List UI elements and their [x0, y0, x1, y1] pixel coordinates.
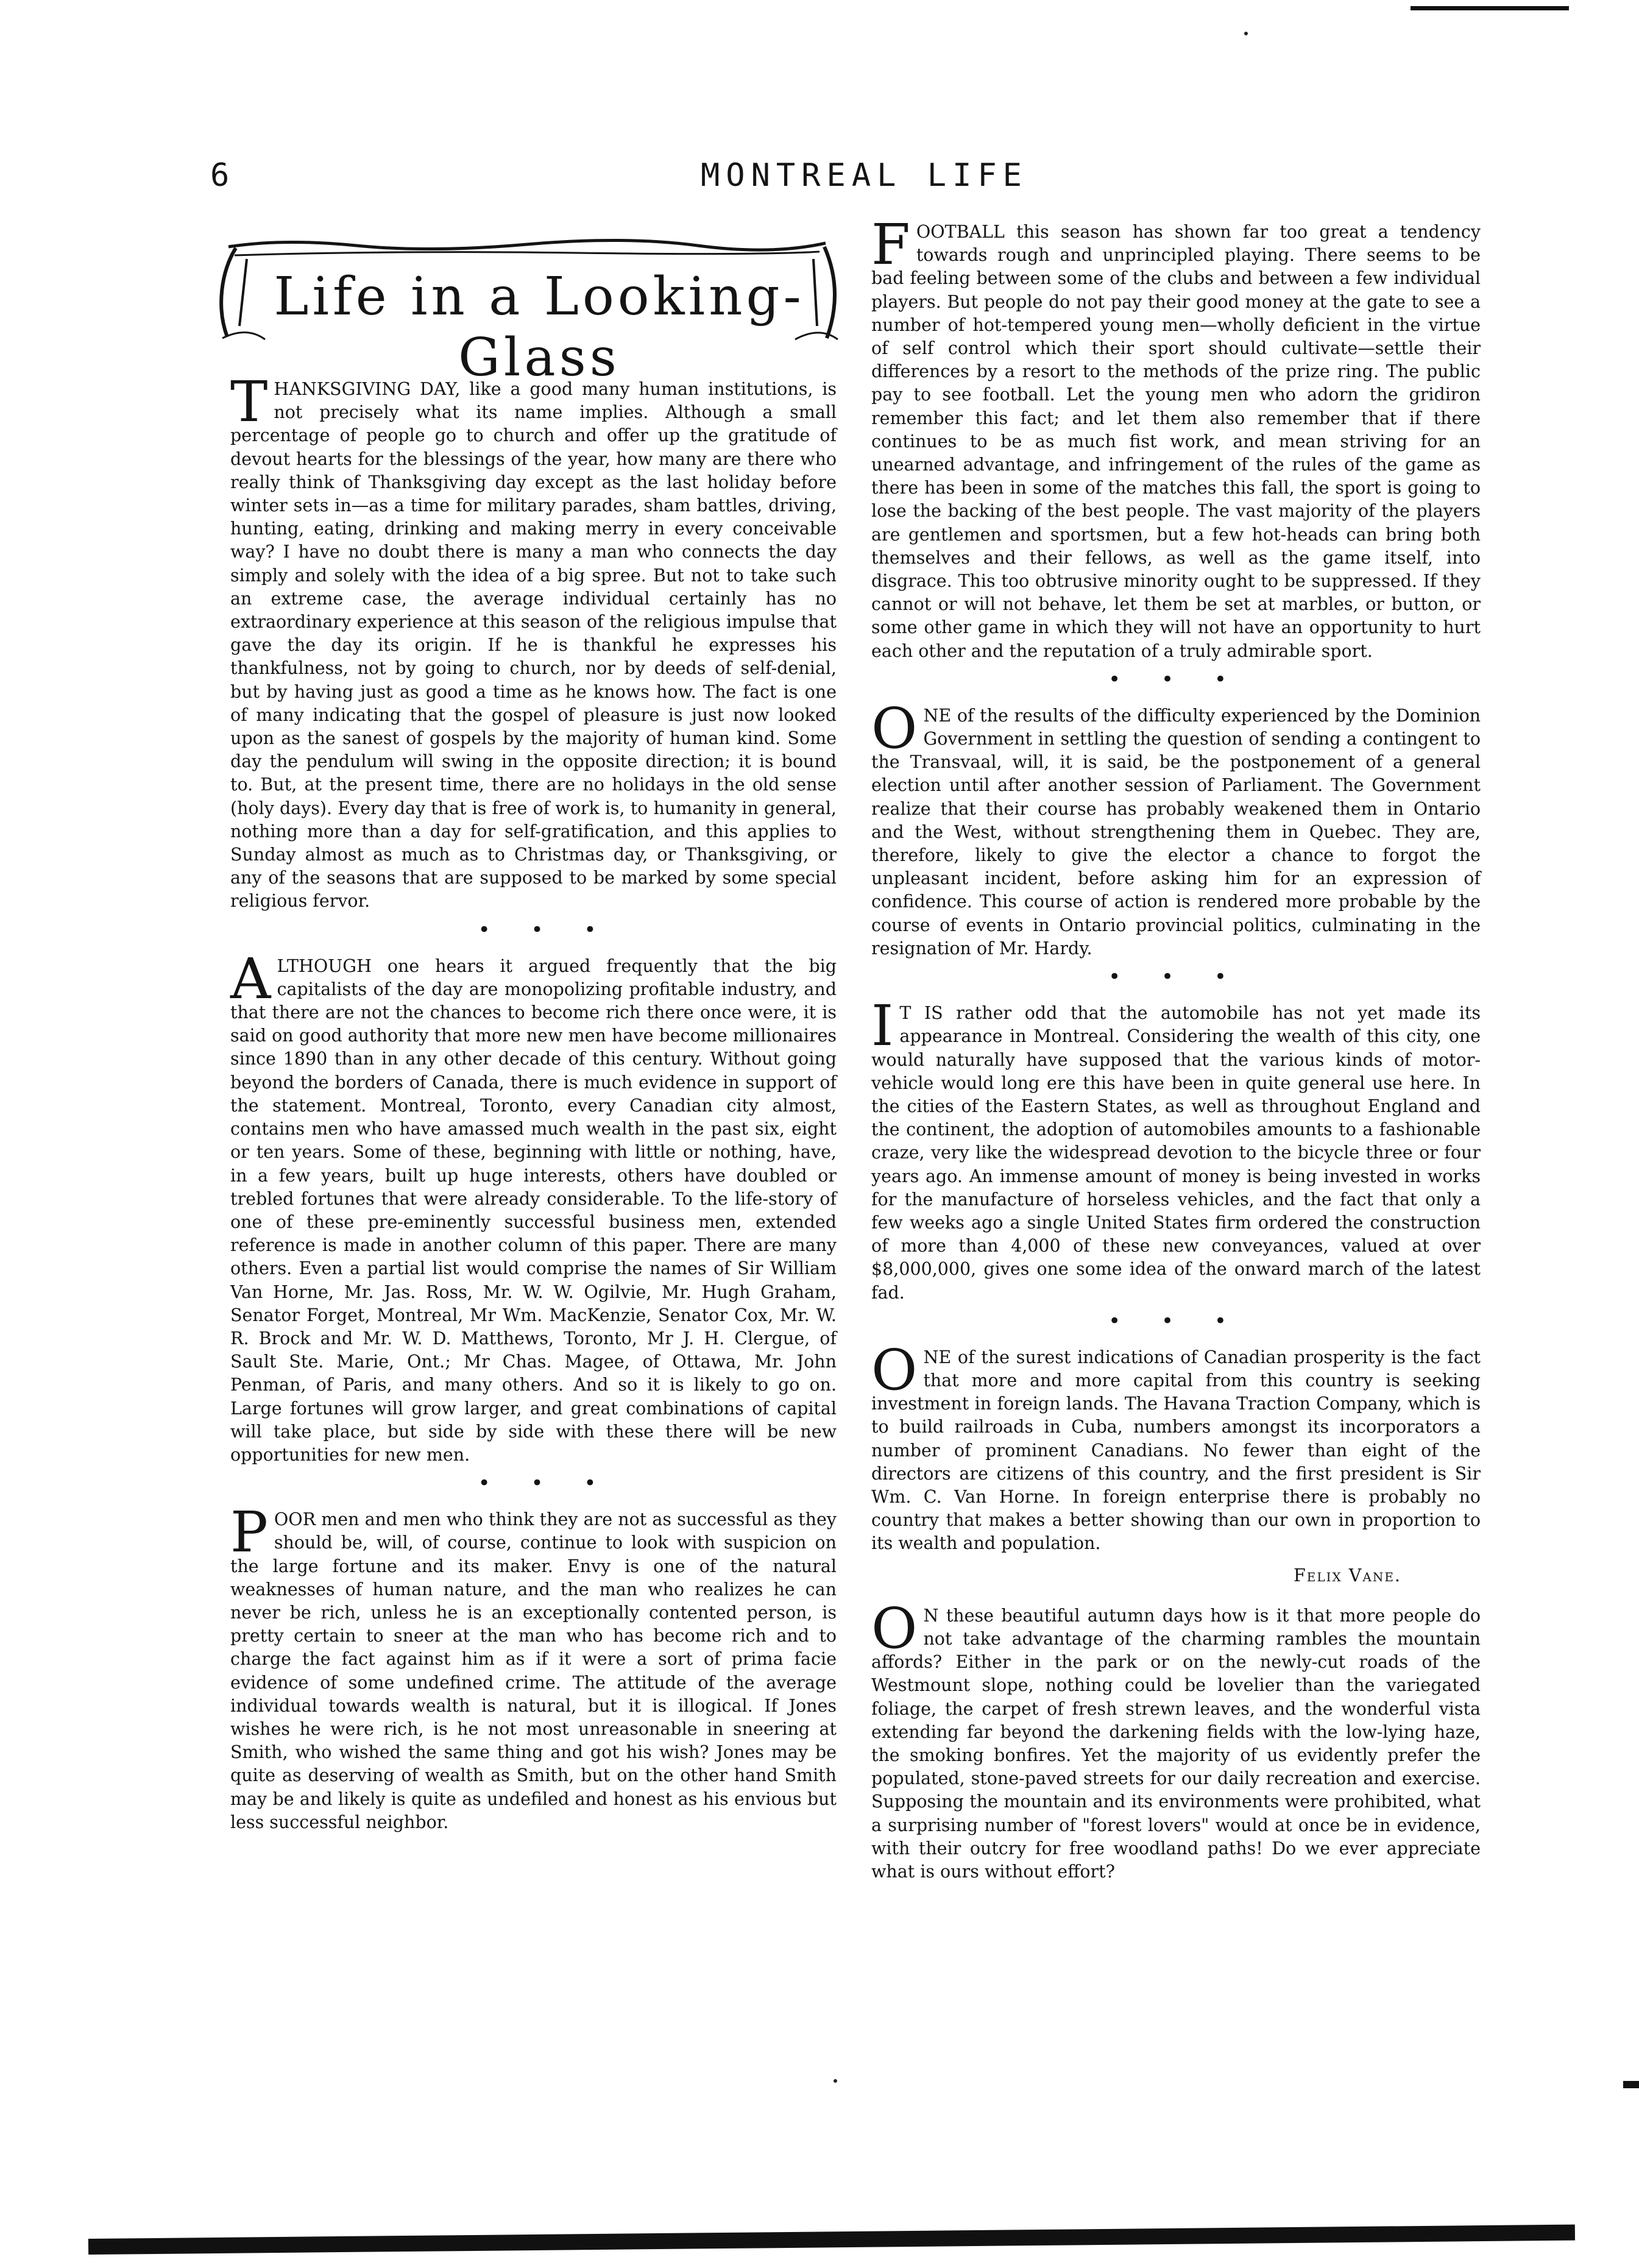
page-number: 6: [210, 157, 231, 194]
author-signature: Felix Vane.: [1293, 1565, 1401, 1586]
section-separator: • • •: [478, 917, 614, 942]
article-millionaires: ALTHOUGH one hears it argued frequently that the big capitalists of the day are monopolizing profitable industry, and that there are not the chances to become rich there once were, it is said on good authority that more new men have become millionaires since 1890 than in any other decade of this century. Without going beyond the borders of Canada, there is much evidence in support of the statement. Montreal, Toronto, every Canadian city almost, contains men who have amassed much wealth in the past six, eight or ten years. Some of these, beginning with little or nothing, have, in a few years, built up huge interests, others have doubled or trebled fortunes that were already considerable. To the life-story of one of these pre-eminently successful business men, extended reference is made in another column of this paper. There are many others. Even a partial list would comprise the names of Sir William Van Horne, Mr. Jas. Ross, Mr. W. W. Ogilvie, Mr. Hugh Graham, Senator Forget, Montreal, Mr Wm. MacKenzie, Senator Cox, Mr. W. R. Brock and Mr. W. D. Matthews, Toronto, Mr J. H. Clergue, of Sault Ste. Marie, Ont.; Mr Chas. Magee, of Ottawa, Mr. John Penman, of Paris, and many others. And so it is likely to go on. Large fortunes will grow larger, and great combinations of capital will take place, but side by side with these there will be new opportunities for new men.: [230, 946, 837, 1465]
section-separator: • • •: [1108, 965, 1244, 990]
column-title-banner: [210, 235, 841, 388]
section-separator: • • •: [478, 1471, 614, 1496]
article-automobile: IT IS rather odd that the automobile has not yet made its appearance in Montreal. Considering the wealth of this city, one would naturally have supposed that the various kinds of motor-vehicle would long ere this have been in quite general use here. In the cities of the Eastern States, as well as throughout England and the continent, the adoption of automobiles amounts to a fashionable craze, very like the widespread devotion to the bicycle three or four years ago. An immense amount of money is being invested in works for the manufacture of horseless vehicles, and the fact that only a few weeks ago a single United States firm ordered the construction of more than 4,000 of these new conveyances, valued at over $8,000,000, gives one some idea of the onward march of the latest fad.: [871, 993, 1481, 1303]
publication-title: MONTREAL LIFE: [701, 157, 1028, 194]
article-havana-traction: ONE of the surest indications of Canadian prosperity is the fact that more and more capital from this country is seeking investment in foreign lands. The Havana Traction Company, which is to build railroads in Cuba, numbers amongst its incorporators a number of prominent Canadians. No fewer than eight of the directors are citizens of this country, and the first president is Sir Wm. C. Van Horne. In foreign enterprise there is probably no country that makes a better showing than our own in proportion to its wealth and population.: [871, 1337, 1481, 1554]
scan-smudge: [1623, 2081, 1639, 2088]
right-column: [871, 212, 1481, 1884]
article-transvaal-contingent: ONE of the results of the difficulty experienced by the Dominion Government in settling the question of sending a contingent to the Transvaal, will, it is said, be the postponement of a general election until after another session of Parliament. The Government realize that their course has probably weakened them in Ontario and the West, without strengthening them in Quebec. They are, therefore, likely to give the elector a chance to forgot the unpleasant incident, before asking him for an expression of confidence. This course of action is rendered more probable by the course of events in Ontario provincial politics, culminating in the resignation of Mr. Hardy.: [871, 695, 1481, 959]
bottom-edge-rule: [88, 2225, 1575, 2255]
article-autumn-rambles: ON these beautiful autumn days how is it that more people do not take advantage of the charming rambles the mountain affords? Either in the park or on the newly-cut roads of the Westmount slope, nothing could be lovelier than the variegated foliage, the carpet of fresh strewn leaves, and the wonderful vista extending far beyond the darkening fields with the low-lying haze, the smoking bonfires. Yet the majority of us evidently prefer the populated, stone-paved streets for our daily recreation and exercise. Supposing the mountain and its environments were prohibited, what a surprising number of "forest lovers" would at once be in evidence, with their outcry for free woodland paths! Do we ever appreciate what is ours without effort?: [871, 1595, 1481, 1882]
section-separator: • • •: [1108, 1308, 1244, 1333]
article-thanksgiving: THANKSGIVING DAY, like a good many human institutions, is not precisely what its name implies. Although a small percentage of people go to church and offer up the gratitude of devout hearts for the blessings of the year, how many are there who really think of Thanksgiving day except as the last holiday before winter sets in—as a time for military parades, sham battles, driving, hunting, eating, drinking and making merry in every conceivable way? I have no doubt there is many a man who connects the day simply and solely with the idea of a big spree. But not to take such an extreme case, the average individual certainly has no extraordinary experience at this season of the religious impulse that gave the day its origin. If he is thankful he expresses his thankfulness, not by going to church, nor by deeds of self-denial, but by having just as good a time as he knows how. The fact is one of many indicating that the gospel of pleasure is just now looked upon as the sanest of gospels by the majority of human kind. Some day the pendulum will swing in the opposite direction; it is bound to. But, at the present time, there are no holidays in the old sense (holy days). Every day that is free of work is, to humanity in general, nothing more than a day for self-gratification, and this applies to Sunday almost as much as to Christmas day, or Thanksgiving, or any of the seasons that are supposed to be marked by some special religious fervor.: [230, 369, 837, 912]
article-envy-of-wealth: POOR men and men who think they are not as successful as they should be, will, of course, continue to look with suspicion on the large fortune and its maker. Envy is one of the natural weaknesses of human nature, and the man who realizes he can never be rich, unless he is an exceptionally contented person, is pretty certain to sneer at the man who has become rich and to charge the fact against him as if it were a sort of prima facie evidence of some undefined crime. The attitude of the average individual towards wealth is natural, but it is illogical. If Jones wishes he were rich, is he not most unreasonable in sneering at Smith, who wished the same thing and got his wish? Jones may be quite as deserving of wealth as Smith, but on the other hand Smith may be and likely is quite as undefiled and honest as his envious but less successful neighbor.: [230, 1500, 837, 1832]
scan-speck: [834, 2079, 837, 2083]
top-edge-rule: [1411, 6, 1569, 10]
section-separator: • • •: [1108, 667, 1244, 692]
scan-speck: [1244, 32, 1248, 35]
article-football: FOOTBALL this season has shown far too great a tendency towards rough and unprincipled playing. There seems to be bad feeling between some of the clubs and between a few individual players. But people do not pay their good money at the gate to see a number of hot-tempered young men—wholly deficient in the virtue of self control which their sport should cultivate—settle their differences by a resort to the methods of the prize ring. The public pay to see football. Let the young men who adorn the gridiron remember this fact; and let them also remember that if there continues to be as much fist work, and mean striving for an unearned advantage, and infringement of the rules of the game as there has been in some of the matches this fall, the sport is going to lose the backing of the best people. The vast majority of the players are gentlemen and sportsmen, but a few hot-heads can bring both themselves and their fellows, as well as the game itself, into disgrace. This too obtrusive minority ought to be suppressed. If they cannot or will not behave, let them be set at marbles, or button, or some other game in which they will not have an opportunity to hurt each other and the reputation of a truly admirable sport.: [871, 212, 1481, 661]
left-column: [230, 369, 837, 1834]
column-title: Life in a Looking-Glass: [274, 266, 805, 388]
